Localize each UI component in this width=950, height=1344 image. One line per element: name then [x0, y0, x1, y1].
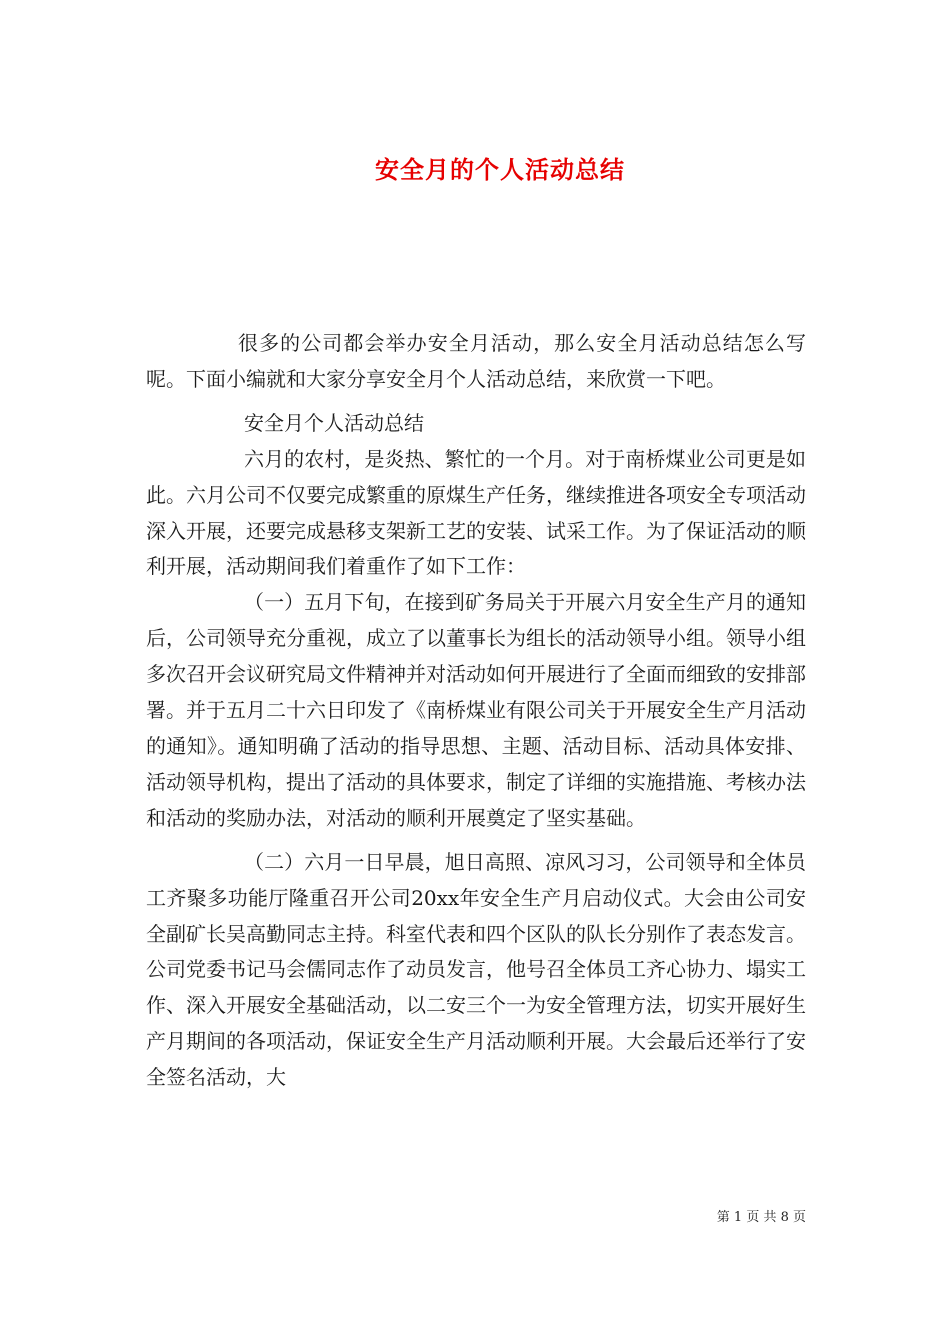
- intro-paragraph: 很多的公司都会举办安全月活动，那么安全月活动总结怎么写呢。下面小编就和大家分享安全月个人活动总结，来欣赏一下吧。: [146, 331, 806, 391]
- section-heading: 安全月个人活动总结: [244, 410, 424, 435]
- document-body: [146, 326, 806, 1096]
- page-number: 第 1 页 共 8 页: [716, 1210, 806, 1225]
- body-paragraph: 六月的农村，是炎热、繁忙的一个月。对于南桥煤业公司更是如此。六月公司不仅要完成繁重的原煤生产任务，继续推进各项安全专项活动深入开展，还要完成悬移支架新工艺的安装、试采工作。为了保证活动的顺利开展，活动期间我们着重作了如下工作：: [146, 446, 806, 579]
- list-item-paragraph: （二）六月一日早晨，旭日高照、凉风习习，公司领导和全体员工齐聚多功能厅隆重召开公司20xx年安全生产月启动仪式。大会由公司安全副矿长吴高勤同志主持。科室代表和四个区队的队长分别作了表态发言。公司党委书记马会儒同志作了动员发言，他号召全体员工齐心协力、塌实工作、深入开展安全基础活动，以二安三个一为安全管理方法，切实开展好生产月期间的各项活动，保证安全生产月活动顺利开展。大会最后还举行了安全签名活动，大: [146, 849, 806, 1090]
- list-item-paragraph: （一）五月下旬，在接到矿务局关于开展六月安全生产月的通知后，公司领导充分重视，成立了以董事长为组长的活动领导小组。领导小组多次召开会议研究局文件精神并对活动如何开展进行了全面而细致的安排部署。并于五月二十六日印发了《南桥煤业有限公司关于开展安全生产月活动的通知》。通知明确了活动的指导思想、主题、活动目标、活动具体安排、活动领导机构，提出了活动的具体要求，制定了详细的实施措施、考核办法和活动的奖励办法，对活动的顺利开展奠定了坚实基础。: [146, 590, 806, 830]
- document-title: 安全月的个人活动总结: [375, 155, 625, 185]
